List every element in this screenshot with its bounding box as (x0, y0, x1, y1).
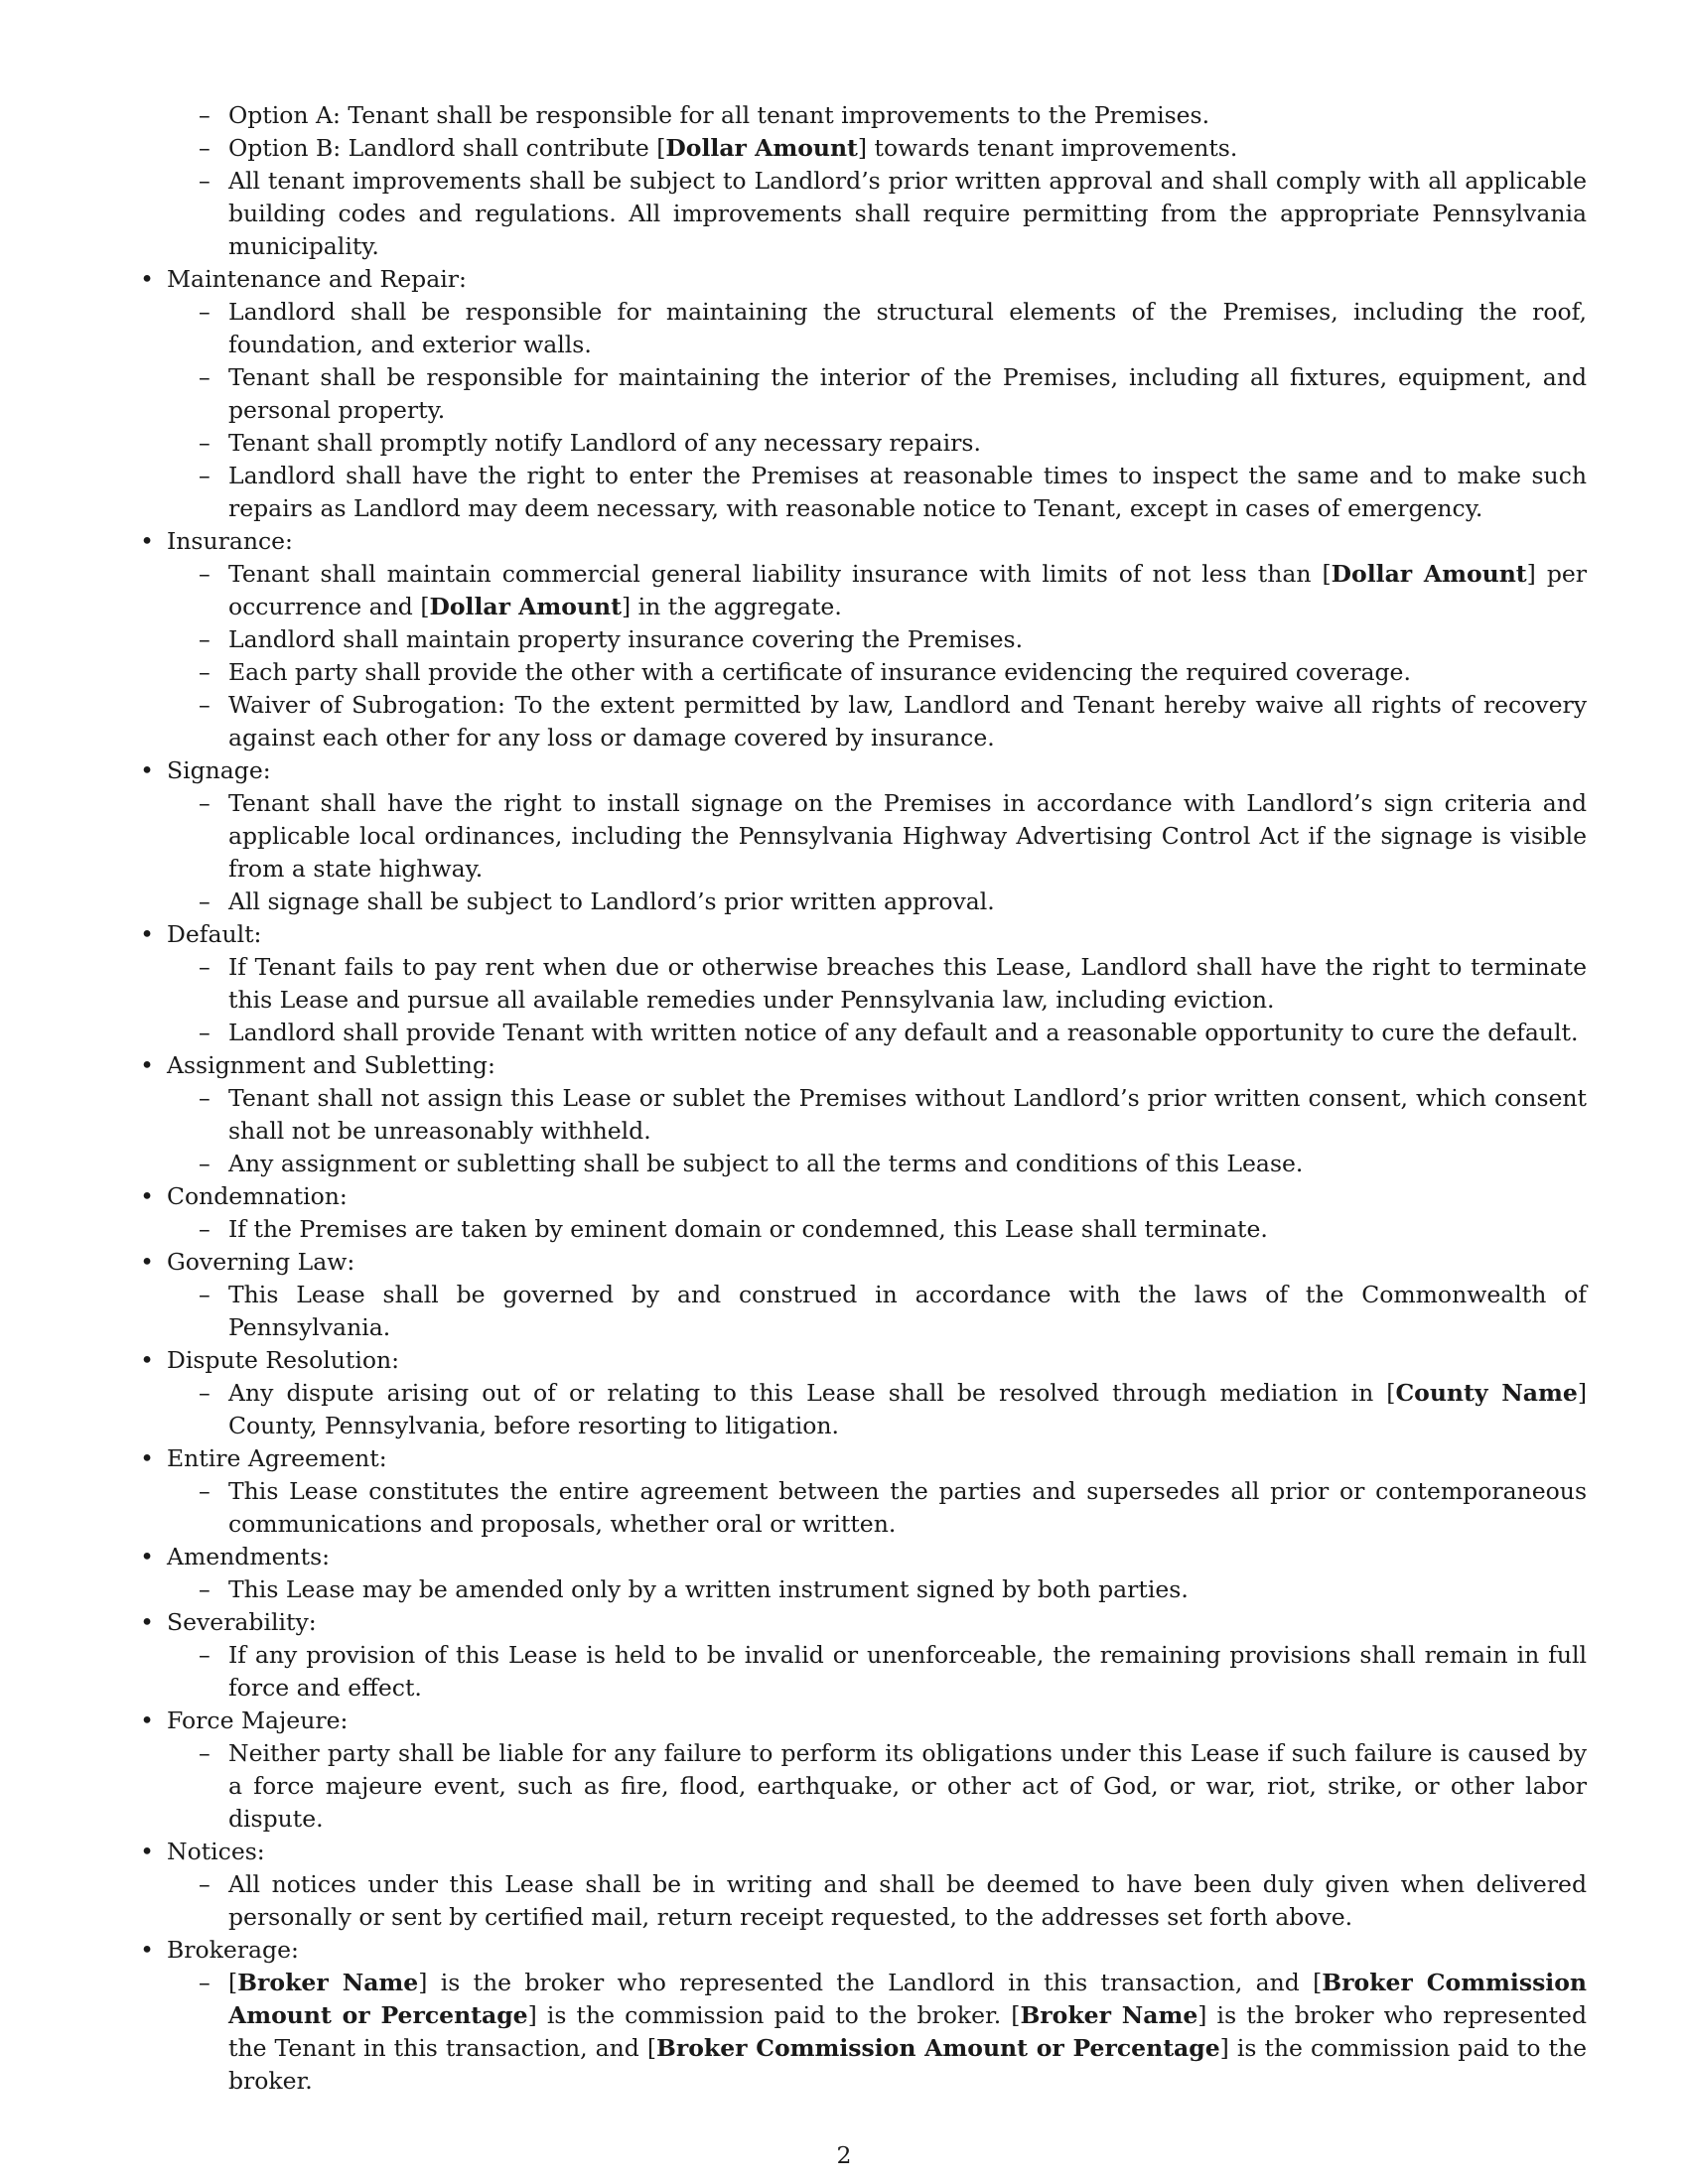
text-run: Option A: Tenant shall be responsible for all tenant improvements to the Premises. (228, 101, 1210, 129)
bullet-marker: • (140, 1838, 154, 1865)
sub-list (167, 787, 1587, 918)
text-run: ] is the commission paid to the broker. [ (527, 2001, 1021, 2029)
text-run: ] is the broker who represented the Landlord in this transaction, and [ (418, 1969, 1323, 1996)
sub-list (167, 1377, 1587, 1442)
sub-item (199, 1377, 1588, 1442)
text-run: If any provision of this Lease is held to be invalid or unenforceable, the remaining provisions shall remain in full force and effect. (228, 1641, 1587, 1702)
placeholder-field: Broker Commission Amount or Percentage (656, 2034, 1220, 2062)
placeholder-field: Broker Name (237, 1969, 419, 1996)
sub-list (167, 951, 1587, 1049)
dash-marker: – (199, 560, 211, 588)
text-run: If the Premises are taken by eminent domain or condemned, this Lease shall terminate. (228, 1215, 1268, 1243)
sub-list (167, 1082, 1587, 1180)
placeholder-field: Broker Name (1020, 2001, 1198, 2029)
text-run: Tenant shall promptly notify Landlord of any necessary repairs. (228, 429, 981, 457)
bullet-marker: • (140, 527, 154, 555)
text-run: Any dispute arising out of or relating to this Lease shall be resolved through mediation in [ (228, 1379, 1396, 1407)
sub-item (199, 1279, 1587, 1344)
dash-marker: – (199, 363, 211, 391)
text-run: Tenant shall maintain commercial general liability insurance with limits of not less than [ (228, 560, 1332, 588)
section-heading: Insurance: (167, 527, 293, 555)
sub-item (199, 427, 1587, 460)
dash-marker: – (199, 1969, 211, 1996)
text-run: Waiver of Subrogation: To the extent permitted by law, Landlord and Tenant hereby waive all rights of recovery against each other for any loss or damage covered by insurance. (228, 691, 1587, 751)
section-item (140, 263, 1587, 525)
text-run: Tenant shall be responsible for maintaining the interior of the Premises, including all fixtures, equipment, and personal property. (228, 363, 1587, 424)
page-number: 2 (836, 2141, 852, 2169)
section-item (140, 1180, 1587, 1246)
section-heading: Severability: (167, 1608, 317, 1636)
section-heading: Assignment and Subletting: (167, 1051, 495, 1079)
section-item (140, 1541, 1587, 1606)
dash-marker: – (199, 1641, 211, 1669)
text-run: Landlord shall provide Tenant with written notice of any default and a reasonable opportunity to cure the default. (228, 1019, 1579, 1046)
text-run: If Tenant fails to pay rent when due or otherwise breaches this Lease, Landlord shall have the right to terminate this Lease and pursue all available remedies under Pennsylvania law, including eviction. (228, 953, 1587, 1014)
sub-item (199, 1213, 1587, 1246)
sub-list (167, 558, 1587, 754)
bullet-marker: • (140, 1608, 154, 1636)
text-run: All signage shall be subject to Landlord’s prior written approval. (228, 887, 995, 915)
section-item (140, 1705, 1587, 1836)
dash-marker: – (199, 1215, 211, 1243)
dash-marker: – (199, 1739, 211, 1767)
sub-item (199, 886, 1587, 918)
section-heading: Maintenance and Repair: (167, 265, 467, 293)
sub-list (167, 1737, 1587, 1836)
sub-item (199, 951, 1587, 1017)
sub-item (199, 361, 1587, 427)
sub-item (199, 656, 1587, 689)
sub-item (199, 623, 1587, 656)
bullet-marker: • (140, 1444, 154, 1472)
section-heading: Default: (167, 920, 262, 948)
section-item (140, 1344, 1588, 1442)
sub-item (199, 1475, 1587, 1541)
text-run: ] is the broker who represented the Tenant in this transaction, and [ (228, 2001, 1587, 2062)
section-heading: Force Majeure: (167, 1706, 349, 1734)
bullet-marker: • (140, 920, 154, 948)
sub-item (199, 165, 1587, 263)
section-item (140, 754, 1587, 918)
section-heading: Brokerage: (167, 1936, 299, 1964)
dash-marker: – (199, 101, 211, 129)
sub-item (199, 1967, 1587, 2098)
sub-list (167, 296, 1587, 525)
bullet-marker: • (140, 1051, 154, 1079)
bullet-marker: • (140, 265, 154, 293)
section-item (140, 1606, 1587, 1705)
dash-marker: – (199, 1870, 211, 1898)
sub-list (167, 1967, 1587, 2098)
dash-marker: – (199, 691, 211, 719)
section-item (140, 1836, 1587, 1934)
sub-item (199, 296, 1587, 361)
text-run: This Lease constitutes the entire agreement between the parties and supersedes all prior or contemporaneous communications and proposals, whether oral or written. (228, 1477, 1587, 1538)
bullet-marker: • (140, 1346, 154, 1374)
text-run: Neither party shall be liable for any failure to perform its obligations under this Lease if such failure is caused by a force majeure event, such as fire, flood, earthquake, or other act of God, or war, riot, strike, or other labor dispute. (228, 1739, 1587, 1833)
dash-marker: – (199, 1150, 211, 1177)
section-heading: Governing Law: (167, 1248, 355, 1276)
dash-marker: – (199, 1019, 211, 1046)
dash-marker: – (199, 167, 211, 195)
section-list (140, 263, 1588, 2098)
sub-item (199, 1082, 1587, 1148)
section-heading: Notices: (167, 1838, 265, 1865)
text-run: All tenant improvements shall be subject to Landlord’s prior written approval and shall comply with all applicable building codes and regulations. All improvements shall require permitting from the appropriate Pennsylvania municipality. (228, 167, 1587, 260)
sub-item (199, 787, 1587, 886)
section-heading: Dispute Resolution: (167, 1346, 400, 1374)
bullet-marker: • (140, 1248, 154, 1276)
dash-marker: – (199, 1477, 211, 1505)
bullet-marker: • (140, 1706, 154, 1734)
placeholder-field: Dollar Amount (665, 134, 858, 162)
sub-item (199, 1868, 1587, 1934)
dash-marker: – (199, 658, 211, 686)
section-item (140, 525, 1588, 754)
section-item (140, 1049, 1587, 1180)
text-run: Each party shall provide the other with a certificate of insurance evidencing the required coverage. (228, 658, 1411, 686)
text-run: Any assignment or subletting shall be subject to all the terms and conditions of this Lease. (228, 1150, 1304, 1177)
text-run: Landlord shall maintain property insurance covering the Premises. (228, 625, 1024, 653)
text-run: This Lease shall be governed by and construed in accordance with the laws of the Commonwealth of Pennsylvania. (228, 1281, 1587, 1341)
sub-item (199, 1737, 1587, 1836)
continued-sub-list (167, 99, 1587, 263)
sub-list (167, 1213, 1587, 1246)
dash-marker: – (199, 462, 211, 489)
placeholder-field: Dollar Amount (429, 593, 622, 620)
sub-item (199, 1148, 1587, 1180)
section-item (140, 1442, 1587, 1541)
dash-marker: – (199, 1084, 211, 1112)
document-body (140, 99, 1588, 2098)
bullet-marker: • (140, 1936, 154, 1964)
sub-item (199, 689, 1587, 754)
section-item (140, 1246, 1587, 1344)
dash-marker: – (199, 1379, 211, 1407)
text-run: Landlord shall have the right to enter the Premises at reasonable times to inspect the same and to make such repairs as Landlord may deem necessary, with reasonable notice to Tenant, except in cases of emergency. (228, 462, 1587, 522)
sub-list (167, 1573, 1587, 1606)
sub-list (167, 1279, 1587, 1344)
text-run: ] towards tenant improvements. (857, 134, 1238, 162)
text-run: ] County, Pennsylvania, before resorting to litigation. (228, 1379, 1588, 1439)
sub-item (199, 1573, 1587, 1606)
sub-item (199, 1639, 1587, 1705)
section-item (140, 918, 1587, 1049)
text-run: ] per occurrence and [ (228, 560, 1588, 620)
section-heading: Amendments: (167, 1543, 331, 1570)
text-run: ] is the commission paid to the broker. (228, 2034, 1587, 2095)
dash-marker: – (199, 953, 211, 981)
dash-marker: – (199, 1281, 211, 1308)
dash-marker: – (199, 789, 211, 817)
placeholder-field: County Name (1395, 1379, 1578, 1407)
section-heading: Condemnation: (167, 1182, 348, 1210)
sub-item (199, 558, 1588, 623)
sub-item (199, 460, 1587, 525)
dash-marker: – (199, 429, 211, 457)
text-run: ] in the aggregate. (621, 593, 842, 620)
text-run: Tenant shall not assign this Lease or sublet the Premises without Landlord’s prior written consent, which consent shall not be unreasonably withheld. (228, 1084, 1587, 1145)
dash-marker: – (199, 887, 211, 915)
sub-item (199, 99, 1587, 132)
placeholder-field: Dollar Amount (1331, 560, 1527, 588)
placeholder-field: Broker Commission Amount or Percentage (228, 1969, 1587, 2029)
section-item (140, 1934, 1587, 2098)
sub-item (199, 132, 1587, 165)
bullet-marker: • (140, 756, 154, 784)
text-run: Option B: Landlord shall contribute [ (228, 134, 666, 162)
dash-marker: – (199, 1575, 211, 1603)
text-run: Landlord shall be responsible for maintaining the structural elements of the Premises, including the roof, foundation, and exterior walls. (228, 298, 1587, 358)
bullet-marker: • (140, 1182, 154, 1210)
dash-marker: – (199, 298, 211, 326)
text-run: All notices under this Lease shall be in writing and shall be deemed to have been duly given when delivered personally or sent by certified mail, return receipt requested, to the addresses set forth above. (228, 1870, 1587, 1931)
text-run: This Lease may be amended only by a written instrument signed by both parties. (228, 1575, 1189, 1603)
dash-marker: – (199, 134, 211, 162)
section-heading: Entire Agreement: (167, 1444, 387, 1472)
bullet-marker: • (140, 1543, 154, 1570)
sub-list (167, 1475, 1587, 1541)
dash-marker: – (199, 625, 211, 653)
sub-list (167, 1868, 1587, 1934)
text-run: Tenant shall have the right to install signage on the Premises in accordance with Landlord’s sign criteria and applicable local ordinances, including the Pennsylvania Highway Advertising Control Act if the signage is visible from a state highway. (228, 789, 1587, 883)
sub-list (167, 1639, 1587, 1705)
section-heading: Signage: (167, 756, 271, 784)
sub-item (199, 1017, 1587, 1049)
text-run: [ (228, 1969, 238, 1996)
